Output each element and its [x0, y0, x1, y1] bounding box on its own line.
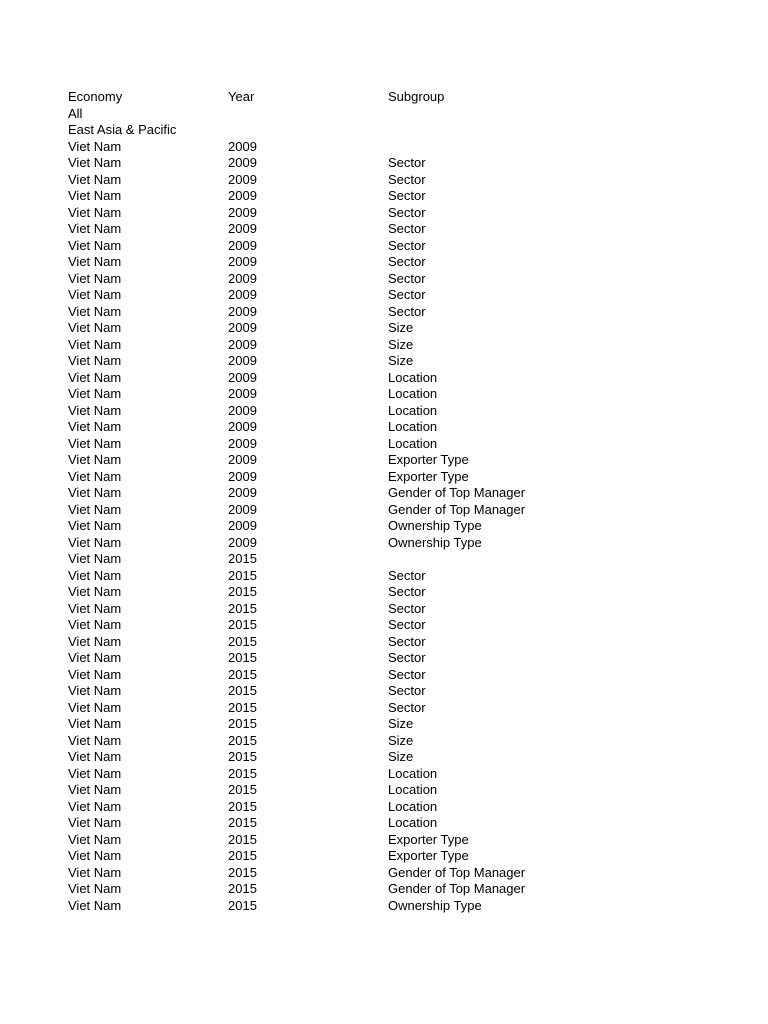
cell-subgroup: Sector: [388, 221, 426, 236]
cell-subgroup: [388, 122, 688, 139]
cell-economy: Viet Nam: [68, 402, 122, 418]
cell-subgroup: Sector: [388, 254, 426, 269]
table-row: [68, 452, 688, 469]
cell-economy: Viet Nam: [68, 699, 122, 715]
table-row: [68, 733, 688, 750]
cell-economy: Viet Nam: [68, 468, 122, 484]
cell-subgroup: [388, 106, 688, 123]
cell-subgroup: [388, 551, 688, 568]
cell-subgroup: [388, 139, 688, 156]
table-row: [68, 584, 688, 601]
cell-subgroup: Sector: [388, 567, 426, 583]
table-row: [68, 353, 688, 370]
cell-subgroup: Location: [388, 419, 438, 434]
cell-year: 2015: [228, 815, 257, 830]
table-row: [68, 485, 688, 502]
cell-economy: Viet Nam: [68, 864, 122, 880]
cell-economy: Viet Nam: [68, 551, 122, 566]
table-row: [68, 370, 688, 387]
cell-year: 2009: [228, 369, 257, 385]
table-row: [68, 419, 688, 436]
cell-year: 2009: [228, 287, 257, 302]
table-row: [68, 304, 688, 321]
cell-subgroup: Size: [388, 716, 414, 731]
table-row: [68, 320, 688, 337]
table-row: [68, 518, 688, 535]
table-row: [68, 122, 688, 139]
cell-year: 2015: [228, 584, 257, 599]
table-row: [68, 650, 688, 667]
cell-economy: Viet Nam: [68, 831, 122, 847]
cell-economy: Viet Nam: [68, 518, 122, 533]
table-row: [68, 832, 688, 849]
cell-year: 2009: [228, 353, 257, 368]
cell-year: 2009: [228, 254, 257, 269]
table-row: [68, 254, 688, 271]
table-row: [68, 155, 688, 172]
cell-economy: Viet Nam: [68, 452, 122, 467]
table-row: [68, 617, 688, 634]
cell-economy: All: [68, 105, 83, 121]
table-row: [68, 172, 688, 189]
table-row: [68, 634, 688, 651]
cell-year: 2015: [228, 567, 257, 583]
table-row: [68, 766, 688, 783]
cell-economy: East Asia & Pacific: [68, 122, 177, 137]
cell-economy: Viet Nam: [68, 501, 122, 517]
cell-subgroup: Exporter Type: [388, 468, 469, 484]
cell-economy: Viet Nam: [68, 386, 122, 401]
cell-economy: Viet Nam: [68, 155, 122, 170]
cell-subgroup: Ownership Type: [388, 518, 482, 533]
cell-year: 2009: [228, 468, 257, 484]
cell-year: 2015: [228, 864, 257, 880]
table-row: [68, 865, 688, 882]
cell-year: 2015: [228, 666, 257, 682]
cell-year: 2009: [228, 452, 257, 467]
cell-year: 2015: [228, 650, 257, 665]
cell-year: [228, 106, 388, 123]
table-row: [68, 337, 688, 354]
cell-economy: Viet Nam: [68, 881, 122, 896]
cell-year: 2009: [228, 303, 257, 319]
cell-year: 2015: [228, 551, 257, 566]
table-row: [68, 502, 688, 519]
table-row: [68, 238, 688, 255]
table-row: [68, 683, 688, 700]
cell-subgroup: Ownership Type: [388, 897, 482, 913]
cell-subgroup: Location: [388, 369, 438, 385]
cell-year: 2009: [228, 501, 257, 517]
cell-economy: Viet Nam: [68, 683, 122, 698]
cell-economy: Viet Nam: [68, 815, 122, 830]
cell-economy: Viet Nam: [68, 320, 122, 335]
cell-economy: Viet Nam: [68, 287, 122, 302]
cell-year: 2009: [228, 270, 257, 286]
cell-subgroup: Exporter Type: [388, 831, 469, 847]
cell-economy: Viet Nam: [68, 534, 122, 550]
cell-year: 2015: [228, 617, 257, 632]
table-row: [68, 436, 688, 453]
cell-year: [228, 122, 388, 139]
cell-year: 2015: [228, 881, 257, 896]
cell-subgroup: Location: [388, 798, 438, 814]
cell-economy: Viet Nam: [68, 567, 122, 583]
table-row: [68, 106, 688, 123]
cell-year: 2009: [228, 188, 257, 203]
table-row: [68, 403, 688, 420]
cell-year: 2015: [228, 732, 257, 748]
header-year: Year: [228, 89, 255, 104]
cell-economy: Viet Nam: [68, 765, 122, 781]
table-row: [68, 568, 688, 585]
cell-economy: Viet Nam: [68, 336, 122, 352]
cell-year: 2015: [228, 699, 257, 715]
table-row: [68, 815, 688, 832]
cell-subgroup: Location: [388, 782, 438, 797]
cell-economy: Viet Nam: [68, 254, 122, 269]
cell-economy: Viet Nam: [68, 584, 122, 599]
cell-economy: Viet Nam: [68, 270, 122, 286]
cell-year: 2015: [228, 749, 257, 764]
table-body: [68, 106, 688, 915]
cell-subgroup: Sector: [388, 303, 426, 319]
cell-year: 2015: [228, 683, 257, 698]
cell-year: 2015: [228, 600, 257, 616]
table-row: [68, 139, 688, 156]
cell-economy: Viet Nam: [68, 369, 122, 385]
table-row: [68, 749, 688, 766]
cell-subgroup: Sector: [388, 683, 426, 698]
cell-subgroup: Exporter Type: [388, 452, 469, 467]
header-economy: Economy: [68, 89, 123, 104]
cell-year: 2009: [228, 485, 257, 500]
table-row: [68, 782, 688, 799]
cell-year: 2015: [228, 782, 257, 797]
cell-subgroup: Gender of Top Manager: [388, 485, 526, 500]
cell-year: 2009: [228, 518, 257, 533]
cell-subgroup: Size: [388, 320, 414, 335]
cell-subgroup: Gender of Top Manager: [388, 864, 526, 880]
cell-year: 2015: [228, 765, 257, 781]
cell-year: 2015: [228, 831, 257, 847]
cell-subgroup: Sector: [388, 237, 426, 253]
cell-subgroup: Sector: [388, 270, 426, 286]
table-row: [68, 898, 688, 915]
cell-subgroup: Sector: [388, 188, 426, 203]
cell-subgroup: Sector: [388, 699, 426, 715]
cell-economy: Viet Nam: [68, 221, 122, 236]
cell-economy: Viet Nam: [68, 303, 122, 319]
cell-subgroup: Sector: [388, 650, 426, 665]
table-row: [68, 205, 688, 222]
cell-year: 2009: [228, 534, 257, 550]
cell-year: 2015: [228, 798, 257, 814]
cell-economy: Viet Nam: [68, 666, 122, 682]
cell-economy: Viet Nam: [68, 897, 122, 913]
cell-subgroup: Size: [388, 749, 414, 764]
cell-subgroup: Location: [388, 765, 438, 781]
cell-subgroup: Sector: [388, 287, 426, 302]
table-row: [68, 601, 688, 618]
table-row: [68, 188, 688, 205]
cell-economy: Viet Nam: [68, 716, 122, 731]
cell-economy: Viet Nam: [68, 353, 122, 368]
cell-year: 2009: [228, 435, 257, 451]
cell-year: 2015: [228, 897, 257, 913]
table-row: [68, 287, 688, 304]
table-row: [68, 386, 688, 403]
cell-year: 2009: [228, 419, 257, 434]
cell-year: 2009: [228, 386, 257, 401]
cell-economy: Viet Nam: [68, 485, 122, 500]
cell-economy: Viet Nam: [68, 188, 122, 203]
cell-subgroup: Sector: [388, 204, 426, 220]
table-row: [68, 469, 688, 486]
cell-subgroup: Gender of Top Manager: [388, 501, 526, 517]
cell-economy: Viet Nam: [68, 237, 122, 253]
cell-subgroup: Sector: [388, 600, 426, 616]
cell-year: 2015: [228, 716, 257, 731]
cell-subgroup: Location: [388, 402, 438, 418]
cell-economy: Viet Nam: [68, 848, 122, 863]
table-row: [68, 221, 688, 238]
cell-economy: Viet Nam: [68, 204, 122, 220]
cell-subgroup: Sector: [388, 633, 426, 649]
cell-subgroup: Sector: [388, 617, 426, 632]
cell-subgroup: Ownership Type: [388, 534, 482, 550]
cell-year: 2009: [228, 138, 257, 154]
cell-year: 2015: [228, 633, 257, 649]
cell-economy: Viet Nam: [68, 171, 122, 187]
cell-subgroup: Sector: [388, 171, 426, 187]
cell-economy: Viet Nam: [68, 600, 122, 616]
cell-year: 2009: [228, 402, 257, 418]
cell-year: 2009: [228, 237, 257, 253]
table-row: [68, 551, 688, 568]
cell-subgroup: Location: [388, 435, 438, 451]
cell-subgroup: Size: [388, 353, 414, 368]
cell-subgroup: Size: [388, 336, 414, 352]
data-sheet: [68, 89, 688, 914]
table-row: [68, 848, 688, 865]
cell-subgroup: Gender of Top Manager: [388, 881, 526, 896]
cell-year: 2009: [228, 171, 257, 187]
table-row: [68, 667, 688, 684]
cell-year: 2015: [228, 848, 257, 863]
cell-year: 2009: [228, 320, 257, 335]
cell-economy: Viet Nam: [68, 798, 122, 814]
table-row: [68, 700, 688, 717]
cell-economy: Viet Nam: [68, 749, 122, 764]
cell-economy: Viet Nam: [68, 782, 122, 797]
cell-year: 2009: [228, 204, 257, 220]
cell-year: 2009: [228, 155, 257, 170]
cell-economy: Viet Nam: [68, 138, 122, 154]
cell-subgroup: Exporter Type: [388, 848, 469, 863]
cell-subgroup: Sector: [388, 584, 426, 599]
cell-year: 2009: [228, 336, 257, 352]
cell-economy: Viet Nam: [68, 435, 122, 451]
table-row: [68, 716, 688, 733]
table-row: [68, 881, 688, 898]
table-row: [68, 799, 688, 816]
header-subgroup: Subgroup: [388, 89, 445, 104]
cell-economy: Viet Nam: [68, 633, 122, 649]
cell-subgroup: Sector: [388, 155, 426, 170]
cell-economy: Viet Nam: [68, 617, 122, 632]
header-row: [68, 89, 688, 106]
table-row: [68, 271, 688, 288]
cell-subgroup: Size: [388, 732, 414, 748]
cell-economy: Viet Nam: [68, 732, 122, 748]
cell-subgroup: Sector: [388, 666, 426, 682]
cell-subgroup: Location: [388, 386, 438, 401]
cell-year: 2009: [228, 221, 257, 236]
cell-economy: Viet Nam: [68, 419, 122, 434]
cell-subgroup: Location: [388, 815, 438, 830]
table-row: [68, 535, 688, 552]
cell-economy: Viet Nam: [68, 650, 122, 665]
